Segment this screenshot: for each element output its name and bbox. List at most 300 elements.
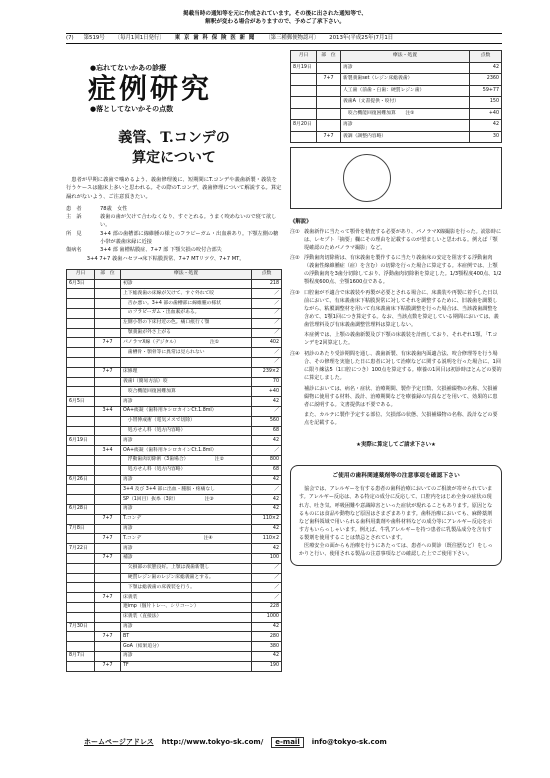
row-points: ／ [252,328,282,338]
row-points: ／ [252,299,282,309]
footer [84,737,504,748]
row-procedure: 小帯伸成術（電気メスで切除） [121,416,252,426]
row-points: ／ [252,289,282,299]
row-date: 6月5日 [67,397,95,407]
row-date: 6月3日 [67,279,95,289]
table-row [67,642,282,652]
left-column [66,50,282,672]
row-points: 190 [252,661,282,671]
row-procedure: 再診 [121,544,252,554]
table-row [67,612,282,622]
reprint-notice [0,10,550,27]
row-points: 280 [252,632,282,642]
row-site [317,108,341,120]
notice-line-1: 掲載当時の通知等を元に作成されています。その後に出された通知等で、 [182,11,368,17]
row-site [317,97,341,109]
row-site [95,583,121,593]
commentary-heading: 《解説》 [290,219,312,225]
row-date [67,387,95,397]
note-text: 補診においては、病名・症状、治療期間、製作予定日数、欠損補綴物の名称、欠損補綴物に使用する材料、設計、治療期間などを療養録の写真などを用いて、効果的に患者に説明する。文書提供は不要である。 [304,385,498,408]
table-row [67,407,282,417]
row-points: ／ [252,563,282,573]
row-points: 42 [252,436,282,446]
table-row [291,62,502,74]
row-procedure: 再診 [121,524,252,534]
row-site [95,387,121,397]
row-date [67,426,95,436]
row-procedure: 義歯ⅰ（簡易方法）咬 [121,377,252,387]
patient-value: 78歳 女性 [100,205,128,212]
row-date [67,573,95,583]
table-row [67,289,282,299]
row-procedure: 義調（調整内容略） [341,131,470,143]
row-procedure: 再診 [121,622,252,632]
row-procedure: 床義装 [121,593,252,603]
row-points: ／ [252,593,282,603]
row-procedure: 再診 [121,505,252,515]
table-row [67,514,282,524]
row-site [95,505,121,515]
commentary-notes [290,229,502,428]
note-number: 注④ [290,351,300,358]
row-points: 70 [252,377,282,387]
row-points: ／ [252,318,282,328]
table-row [67,524,282,534]
row-points: +40 [470,108,502,120]
row-site [95,397,121,407]
commentary-note [290,290,502,329]
row-procedure: 人工歯（前歯・臼歯：硬質レジン歯） [341,85,470,97]
note-number [290,412,304,428]
table-row [67,495,282,505]
row-date [67,612,95,622]
table-row [67,632,282,642]
row-site: 3+4 [95,446,121,456]
row-site [95,563,121,573]
row-site [95,426,121,436]
row-points: ／ [252,446,282,456]
row-site: 7+7 [95,514,121,524]
row-points: 560 [252,416,282,426]
table-row [67,338,282,348]
row-procedure: 義歯A（文書提供・咬付） [341,97,470,109]
treatment-rows-continued [291,62,502,143]
row-site [95,485,121,495]
row-points: 42 [470,62,502,74]
table-row [67,348,282,358]
row-procedure: 処方せん料（処方内容略） [121,465,252,475]
row-date: 8月19日 [291,62,317,74]
table-row [67,318,282,328]
table-row [67,309,282,319]
table-row [67,661,282,671]
row-date [67,377,95,387]
headline-line-1: 義管、T.コンデの [118,129,230,146]
patient-value: 義歯の歯が欠けて合わなくなり、すぐとれる。うまく咬めないので寝て欲しい。 [100,214,277,229]
row-date [67,338,95,348]
row-points: 2360 [470,74,502,86]
table-row [67,583,282,593]
row-site [317,85,341,97]
row-points: 1000 [252,612,282,622]
row-site [95,465,121,475]
row-procedure: 3+4 及び 3+4 部に出血・腫脹・疼痛なし [121,485,252,495]
row-site [95,436,121,446]
note-number: 注② [290,255,300,262]
row-procedure: 上下総義歯の床線が欠けて、すぐ外れて咬 [121,289,252,299]
row-procedure: TF [121,661,252,671]
table-row [291,131,502,143]
row-date [291,131,317,143]
intro-text: 患者が早期に義歯で噛めるよう、義歯修理後に、短期間にT.コンデや義歯新製・義装を行うケースは臨床上多いと思われる。その際のT.コンデ、義歯修理について解説する。算定漏れがないよう、ご注意頂きたい。 [66,177,282,200]
row-points: 150 [470,97,502,109]
row-site [95,416,121,426]
row-date [291,74,317,86]
row-procedure: 新製義歯set（レジン床総義歯） [341,74,470,86]
table-row [67,426,282,436]
row-site: 7+7 [95,367,121,377]
patient-info [66,205,282,263]
table-row [67,416,282,426]
issue-date: 2013年(平成25年)7月1日 [329,35,394,42]
row-site: 7+7 [317,131,341,143]
series-bottom: ●落としてないかその点数 [90,104,174,113]
row-points: 42 [252,524,282,534]
row-procedure: OA+痰凝（歯科用キシロカインCt.1.8ml） [121,446,252,456]
row-date [67,593,95,603]
patient-key: 患 者 [66,205,82,212]
row-site [95,289,121,299]
row-procedure: のフラビーガム・出血素がある。 [121,309,252,319]
row-date [67,318,95,328]
row-date [67,456,95,466]
row-points: 228 [252,602,282,612]
patient-key: 所 見 [66,230,82,237]
row-site [95,279,121,289]
row-date [67,514,95,524]
row-procedure: 咬合機能回復困難加算 注⑤ [341,108,470,120]
row-site [95,328,121,338]
row-points: ／ [252,348,282,358]
row-points: ／ [252,358,282,368]
row-points: 42 [252,544,282,554]
row-points: ／ [252,407,282,417]
row-points: ／ [252,485,282,495]
dental-notice-title: ご使用の歯科関連薬剤等の注意事項を確認下さい [332,472,460,479]
table-row [67,563,282,573]
table-row [67,279,282,289]
note-number: 注① [290,228,300,235]
row-site: 7+7 [317,74,341,86]
row-site [95,495,121,505]
row-site [95,612,121,622]
issue-sub: 〔毎月1回1日発行〕 [114,35,165,42]
row-site [95,456,121,466]
note-text: 本症例では、上顎の義歯新製及び下顎の床義装を計画しており、それぞれ1顎、「T.コンデを2回算定した。 [304,332,498,347]
table-row [67,436,282,446]
row-site [95,642,121,652]
row-date [67,563,95,573]
row-points: 110×2 [252,514,282,524]
patient-row [66,246,282,254]
table-row [291,120,502,132]
row-date [67,534,95,544]
panoramic-xray-image [343,154,391,202]
headline-line-2: 算定について [132,149,216,166]
row-procedure: 浮動歯肉切除術（3歯場合） 注② [121,456,252,466]
row-date [67,495,95,505]
row-points: 68 [252,465,282,475]
row-procedure: T.コンデ [121,514,252,524]
row-site [317,62,341,74]
row-procedure: 再診 [341,120,470,132]
table-row [291,97,502,109]
row-points: 42 [252,505,282,515]
row-procedure: 連imp（個片トレー、シリコーン） [121,602,252,612]
row-date: 7月22日 [67,544,95,554]
header-site: 部 位 [317,51,341,63]
row-procedure: 歯槽骨・顎骨等に異常は見られない [121,348,252,358]
postal-permit: 〔第三種郵便物認可〕 [265,35,320,42]
row-site [317,120,341,132]
row-procedure: 咬合機能回復困難加算 [121,387,252,397]
table-row [67,397,282,407]
row-date [67,309,95,319]
row-date [67,642,95,652]
note-number: 注③ [290,289,300,296]
row-site [95,544,121,554]
row-date [67,328,95,338]
note-text: また、カルテに製作予定する部位、欠損部の状態、欠損補綴物の名称、設計などの要点を記載する。 [304,412,498,427]
row-points: 42 [252,622,282,632]
homepage-label: ホームページアドレス [84,738,154,746]
table-row [67,456,282,466]
row-points: 110×2 [252,534,282,544]
row-date [67,465,95,475]
table-row [67,358,282,368]
row-site: 3+4 [95,407,121,417]
note-number [290,386,304,410]
table-row [67,505,282,515]
row-site: 7+7 [95,534,121,544]
row-procedure: 再診 [341,62,470,74]
row-date [291,85,317,97]
note-text: 浮動歯肉切除術は、有床義歯を製作するに当たり義歯床の安定を阻害する浮動歯肉（義歯性線維腫症（症）を含む）の切除を行った場合に算定する。本症例では、上顎の浮動歯肉を3歯分切除しており、浮動歯肉切除術を算定した。1/3顎程度400点、1/2顎程度600点、全顎1600点である。 [304,255,502,286]
row-date [67,289,95,299]
row-site: 7+7 [95,554,121,564]
right-column [290,50,502,566]
notice-line-2: 解釈が変わる場合がありますので、予めご了承下さい。 [205,19,345,26]
row-procedure [121,358,252,368]
patient-row [66,213,282,230]
row-procedure: 硬質レジン歯のレジン床総義歯とする。 [121,573,252,583]
row-site [95,573,121,583]
row-points: 42 [252,397,282,407]
row-procedure: 欠損部の状態良好。上顎は義歯新製し [121,563,252,573]
row-date [67,407,95,417]
dental-notice-paragraph: 医療安全の面からも治療を行うにあたっては、患者への問診（既往歴など）をしっかりと行い、使用される製品の注意事項などの確認した上でご使用下さい。 [299,543,493,558]
row-site [95,524,121,534]
row-site [95,318,121,328]
row-site [95,358,121,368]
row-date [67,602,95,612]
row-site [95,651,121,661]
row-date: 8月20日 [291,120,317,132]
row-date [67,299,95,309]
row-date: 7月30日 [67,622,95,632]
page-number: (7) [66,35,74,42]
row-date [67,348,95,358]
row-points: 100 [252,554,282,564]
table-row [291,74,502,86]
paper-name: 東 京 歯 科 保 険 医 新 聞 [174,35,256,42]
note-text: 初診のあたり受診期間を通し、義歯新製、有床義歯内面適合法、咬合修理等を行う場合、その修理を実施した日に患者に対して治療などに関する説明を行った場合に、1回に限り練法5（1口腔につき）100点を算定する。療養の1回目は初診時ほとんどの要的に算定しました。 [304,351,502,381]
commentary-note [290,386,502,410]
note-number [290,332,304,348]
header-site: 部 位 [95,269,121,279]
row-date [67,632,95,642]
row-date [67,358,95,368]
row-date [291,97,317,109]
row-date [67,661,95,671]
header-points: 点数 [252,269,282,279]
table-row [67,534,282,544]
row-date: 7月8日 [67,524,95,534]
table-header-row [67,269,282,279]
row-date [67,583,95,593]
row-site [95,377,121,387]
row-site [95,475,121,485]
table-row [67,602,282,612]
patient-extra: 3+4 7+7 義歯ハセツ→床下粘膜異常、7+7 MTリツウ、7+7 MT。 [66,255,245,262]
commentary-note [290,229,502,253]
table-row [67,622,282,632]
row-procedure: 処方せん料（処方内容略） [121,426,252,436]
row-procedure: 否か悪い。3+4 部の歯槽部に線維腫の様状 [121,299,252,309]
row-procedure: OA+痰凝（歯科用キシロカインCt.1.8ml） [121,407,252,417]
row-site: 7+7 [95,338,121,348]
row-points: 42 [252,475,282,485]
treatment-table [66,269,282,672]
row-site [95,622,121,632]
row-site: 7+7 [95,632,121,642]
row-site: 7+7 [95,661,121,671]
header-date: 月日 [291,51,317,63]
note-text: 口腔歯が不適合で床義装や再製が必要とされる場合に、床義装や再製に着手した日以前において、有床義歯床下粘膜異常に対してそれを調整するために、旧義歯を調製しながら、粘膜調整材を用いて有床義歯床下粘膜調整を行った場合は、当該義歯調整を含めて、1顎1回につき算定する。なお、当該点数を算定している期間においては、義歯管理料及び有床義歯調整管理料は算定しない。 [304,289,499,328]
treatment-table-continued [290,50,502,143]
series-top: ●忘れてないかあの診療 [90,64,167,72]
row-procedure: 再診 [121,397,252,407]
row-points: ／ [252,309,282,319]
homepage-link[interactable]: http://www.tokyo-sk.com/ [161,738,264,746]
row-procedure: T.コンデ 注④ [121,534,252,544]
row-date [67,485,95,495]
row-points: ／ [252,583,282,593]
table-row [67,377,282,387]
row-procedure: 左側小帯の下床付近の色。痛口痕行く顎 [121,318,252,328]
row-date [67,367,95,377]
header-date: 月日 [67,269,95,279]
row-points: +40 [252,387,282,397]
row-points: 239×2 [252,367,282,377]
row-site [95,299,121,309]
table-row [67,475,282,485]
row-procedure: GoA（結果追分） [121,642,252,652]
patient-value: 3+4 部の歯槽部に線維腫の様とのフラビーガム・出血素あり。下顎左側の糖小帯が義歯床縁に近接 [100,230,279,245]
row-date: 8月7日 [67,651,95,661]
row-procedure: SP（1回目）抜糸（3針） 注③ [121,495,252,505]
commentary-note [290,255,502,287]
row-procedure: 下顎は総義歯の床義装を行う。 [121,583,252,593]
row-procedure: BT [121,632,252,642]
table-row [67,299,282,309]
patient-row [66,205,282,213]
row-date: 6月19日 [67,436,95,446]
header-points: 点数 [470,51,502,63]
xray-image-box [290,147,502,209]
table-row [291,108,502,120]
table-row [67,554,282,564]
claim-reminder: ★実際に算定してご請求下さい★ [356,442,436,449]
table-row [67,387,282,397]
table-row [67,465,282,475]
row-procedure: 床修理 [121,367,252,377]
table-row [67,544,282,554]
row-points: ／ [252,573,282,583]
row-points: 30 [470,131,502,143]
row-points: 59+77 [470,85,502,97]
email-label: e-mail [271,737,303,748]
treatment-rows [67,279,282,671]
row-procedure: 床義装（直接法） [121,612,252,622]
commentary-note [290,332,502,348]
row-date [67,446,95,456]
series-title: 症例研究 [88,71,213,105]
row-procedure: パノラマX線（デジタル） 注① [121,338,252,348]
row-points: 42 [252,651,282,661]
row-procedure: 顎義歯が外さ上がる [121,328,252,338]
row-points: 402 [252,338,282,348]
row-date [67,416,95,426]
commentary-note [290,351,502,383]
row-site [95,602,121,612]
issue-number: 第519号 [83,35,105,42]
row-points: 800 [252,456,282,466]
row-points: 42 [470,120,502,132]
row-date: 6月28日 [67,505,95,515]
header-procedure: 療法・処置 [341,51,470,63]
row-points: 218 [252,279,282,289]
row-site: 7+7 [95,593,121,603]
dental-drug-notice [290,465,502,567]
row-procedure: 再診 [121,436,252,446]
row-procedure: 再診 [121,475,252,485]
table-row [67,573,282,583]
row-site [95,309,121,319]
email-link[interactable]: info@tokyo-sk.com [311,738,387,746]
table-row [67,367,282,377]
dental-notice-paragraph: 協会では、アレルギーを有する患者の歯科治療においてのご相談が寄せられています。アレルギー反応は、ある特定の成分に反応して、口腔内をはじめ全身の症状の現れ方、吐き気、呼吸困難や意識障害といった症状が現れることもあります。原因となるものには食品や動物など原因はさまざまあります。歯科治療においても、麻酔薬剤など歯科領域で用いられる歯科用薬剤や歯科材料などの成分等にアレルギー反応を示す方もいらっしゃいます。例えば、牛乳アレルギーを持つ患者に乳製品成分を含有する製剤を使用することは禁忌とされています。 [299,486,493,542]
patient-value: 3+4 部 歯槽粘膜症、7+7 部 下顎欠損の咬付合部失 [100,247,222,254]
header-procedure: 療法・処置 [121,269,252,279]
patient-key: 主 訴 [66,214,82,221]
row-site [95,348,121,358]
row-procedure: 初診 [121,279,252,289]
row-points: 68 [252,426,282,436]
patient-key: 傷病名 [66,247,82,254]
row-date [291,108,317,120]
table-header-row [291,51,502,63]
